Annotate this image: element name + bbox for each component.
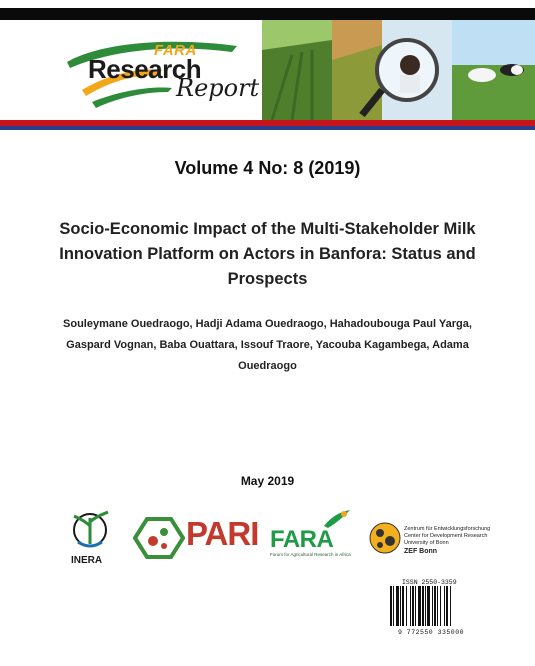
- barcode-bar: [415, 586, 416, 626]
- banner-photo-collage: [262, 20, 535, 120]
- barcode: [388, 586, 474, 628]
- barcode-bar: [393, 586, 394, 626]
- zef-bonn-label: ZEF Bonn: [404, 548, 438, 555]
- zef-text-block: [404, 526, 490, 547]
- barcode-bar: [406, 586, 407, 626]
- barcode-bar: [446, 586, 448, 626]
- barcode-bar: [422, 586, 424, 626]
- barcode-bar: [437, 586, 438, 626]
- fara-tagline: Forum for Agricultural Research in Africa: [270, 552, 351, 557]
- barcode-bar: [434, 586, 436, 626]
- zef-line-2: Center for Development Research: [404, 533, 488, 539]
- barcode-bar: [432, 586, 433, 626]
- logo-fara-text: FARA: [154, 42, 197, 59]
- zef-globe-icon: [368, 521, 402, 555]
- logo-research-text: Research: [88, 54, 202, 84]
- blue-rule: [0, 126, 535, 130]
- issn-label: ISSN 2550-3359: [402, 579, 457, 586]
- barcode-bar: [412, 586, 414, 626]
- barcode-number: 9 772550 335000: [398, 629, 465, 636]
- barcode-bar: [444, 586, 445, 626]
- barcode-bar: [410, 586, 411, 626]
- barcode-bar: [427, 586, 430, 626]
- barcode-bar: [390, 586, 392, 626]
- report-title: Socio-Economic Impact of the Multi-Stakeholder Milk Innovation Platform on Actors in Banfora: Status and Prospects: [59, 220, 476, 288]
- barcode-bar: [402, 586, 404, 626]
- barcode-bar: [450, 586, 451, 626]
- logo-report-text: Report: [176, 74, 260, 102]
- fara-label: FARA: [270, 526, 334, 553]
- zef-line-1: Zentrum für Entwicklungsforschung: [404, 526, 491, 532]
- research-report-banner: [0, 20, 535, 120]
- barcode-bar: [425, 586, 426, 626]
- inera-logo: [68, 508, 112, 556]
- barcode-bar: [396, 586, 399, 626]
- publication-date: May 2019: [240, 474, 295, 488]
- inera-label: INERA: [71, 555, 103, 566]
- pari-label: PARI: [186, 515, 259, 552]
- barcode-bar: [440, 586, 441, 626]
- barcode-bar: [418, 586, 421, 626]
- top-black-bar: [0, 8, 535, 20]
- volume-number: Volume 4 No: 8 (2019): [174, 158, 361, 178]
- author-list: Souleymane Ouedraogo, Hadji Adama Ouedraogo, Hahadoubouga Paul Yarga, Gaspard Vognan, Baba Ouattara, Issouf Traore, Yacouba Kagambega, Adama Ouedraogo: [63, 318, 472, 372]
- barcode-bar: [400, 586, 401, 626]
- zef-line-3: University of Bonn: [404, 540, 449, 546]
- pari-hexagon-icon: [133, 517, 185, 559]
